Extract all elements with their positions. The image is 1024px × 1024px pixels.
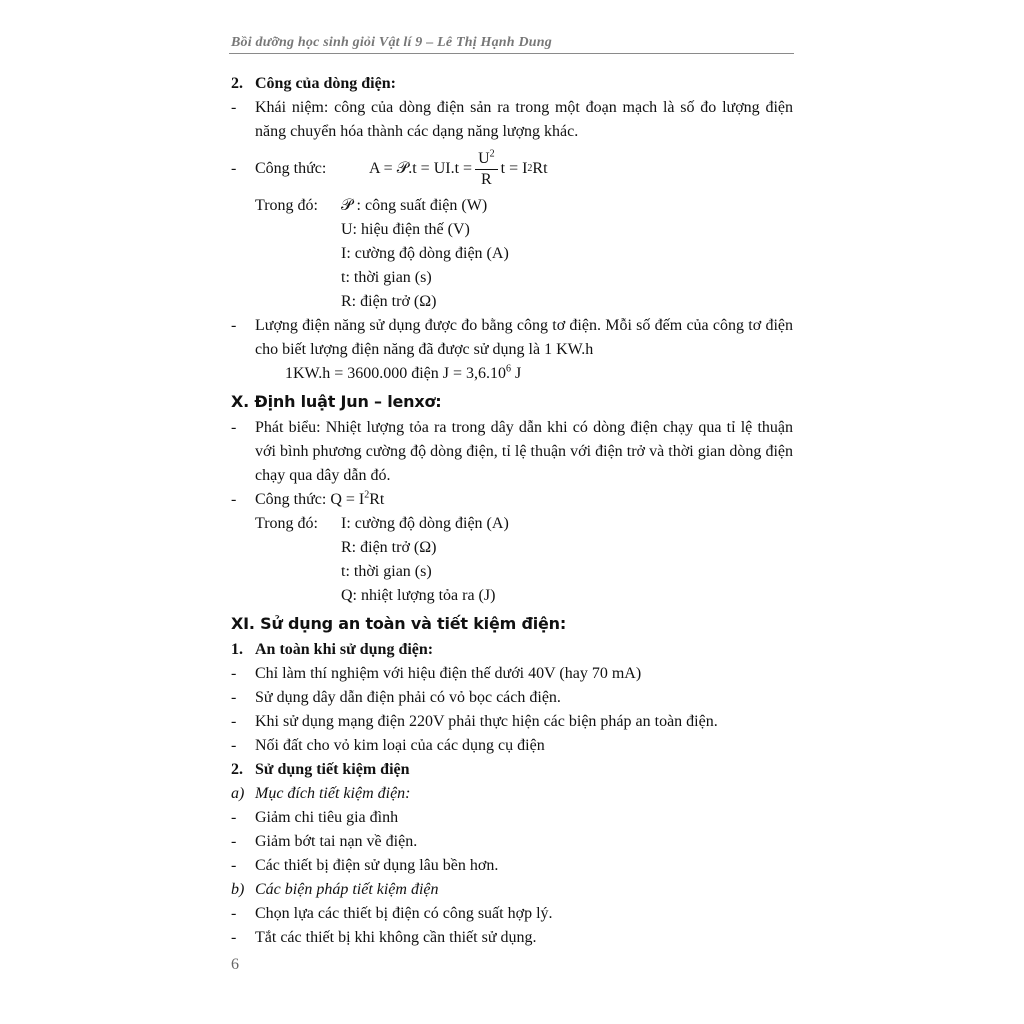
subsection-b-mark: b): [231, 881, 245, 898]
joule-formula-line: [255, 488, 793, 512]
work-formula-row: [231, 144, 793, 194]
subsection-1-number: 1.: [231, 641, 243, 658]
definition-item: t: thời gian (s): [341, 563, 432, 580]
bullet-meter: [231, 314, 793, 362]
kwh-unit: J: [511, 365, 522, 382]
fraction-denominator: R: [481, 170, 492, 188]
list-item-text: Giảm chi tiêu gia đình: [255, 809, 399, 826]
formula-mid: t = I: [500, 160, 528, 177]
where-row-first: [231, 512, 793, 536]
subsection-2-number: 2.: [231, 761, 243, 778]
dash-mark: -: [231, 491, 237, 508]
numerator-base: U: [478, 149, 490, 167]
dash-mark: -: [231, 665, 237, 682]
definition-item: U: hiệu điện thế (V): [341, 221, 470, 238]
running-header: Bồi dưỡng học sinh giỏi Vật lí 9 – Lê Thị Hạnh Dung: [231, 35, 552, 50]
joule-formula-b: Rt: [369, 491, 385, 508]
definition-item: R: điện trở (Ω): [341, 293, 437, 310]
list-item: [231, 710, 793, 734]
dash-mark: -: [231, 713, 237, 730]
dash-mark: -: [231, 737, 237, 754]
dash-mark: -: [231, 833, 237, 850]
list-item-text: Chọn lựa các thiết bị điện có công suất hợp lý.: [255, 905, 553, 922]
list-item-text: Sử dụng dây dẫn điện phải có vỏ bọc cách điện.: [255, 689, 561, 706]
page-number: 6: [231, 956, 239, 973]
kwh-exponent: 6: [506, 363, 512, 375]
numerator-exponent: 2: [489, 148, 495, 160]
list-item: [231, 854, 793, 878]
list-item-text: Giảm bớt tai nạn về điện.: [255, 833, 418, 850]
definition-item: Q: nhiệt lượng tỏa ra (J): [341, 587, 496, 604]
definition-item: 𝒫 : công suất điện (W): [341, 197, 488, 214]
list-item: [231, 830, 793, 854]
meter-text: Lượng điện năng sử dụng được đo bằng công tơ điện. Mỗi số đếm của công tơ điện cho biết lượng điện năng đã được sử dụng là 1 KW.h: [255, 317, 793, 358]
bullet-statement: [231, 416, 793, 488]
where-label: Trong đó:: [255, 197, 318, 214]
joule-formula-a: Q = I: [330, 491, 365, 508]
dash-mark: -: [231, 419, 237, 436]
dash-mark: -: [231, 905, 237, 922]
subsection-a-mark: a): [231, 785, 245, 802]
fraction-numerator: [475, 149, 498, 170]
list-item-text: Nối đất cho vỏ kim loại của các dụng cụ điện: [255, 737, 545, 754]
formula-end: Rt: [532, 160, 548, 177]
dash-mark: -: [231, 689, 237, 706]
dash-mark: -: [231, 160, 237, 177]
list-item: [231, 662, 793, 686]
subsection-1-heading: [231, 638, 793, 662]
list-item: [231, 734, 793, 758]
dash-mark: -: [231, 317, 237, 334]
kwh-left: 1KW.h = 3600.000 điện J = 3,6.10: [285, 365, 507, 382]
list-item: [231, 902, 793, 926]
subsection-b-title: Các biện pháp tiết kiệm điện: [255, 881, 439, 898]
section-x-heading: X. Định luật Jun – lenxơ:: [231, 392, 442, 411]
definition-item: I: cường độ dòng điện (A): [341, 515, 509, 532]
where-label: Trong đó:: [255, 515, 318, 532]
list-item-text: Tắt các thiết bị khi không cần thiết sử dụng.: [255, 929, 537, 946]
section-2-title: Công của dòng điện:: [255, 75, 396, 92]
definition-item: I: cường độ dòng điện (A): [341, 245, 509, 262]
list-item-text: Các thiết bị điện sử dụng lâu bền hơn.: [255, 857, 499, 874]
concept-text: Khái niệm: công của dòng điện sản ra trong một đoạn mạch là số đo lượng điện năng chuyển hóa thành các dạng năng lượng khác.: [255, 99, 793, 140]
list-item: [231, 926, 793, 950]
where-row-first: [231, 194, 793, 218]
subsection-2-heading: [231, 758, 793, 782]
section-2-number: 2.: [231, 75, 243, 92]
header-rule: [229, 53, 794, 54]
list-item: [231, 686, 793, 710]
subsection-2-title: Sử dụng tiết kiệm điện: [255, 761, 410, 778]
formula-fraction: [475, 149, 498, 190]
joule-formula-exponent: 2: [364, 489, 370, 501]
subsection-1-title: An toàn khi sử dụng điện:: [255, 641, 434, 658]
page-body: [231, 72, 793, 950]
dash-mark: -: [231, 809, 237, 826]
work-formula: A = 𝒫.t = UI.t = $\frac{U^2}{R}$ t = I 2 Rt: [369, 148, 548, 188]
statement-text: Phát biểu: Nhiệt lượng tỏa ra trong dây dẫn khi có dòng điện chạy qua tỉ lệ thuận với bình phương cường độ dòng điện, tỉ lệ thuận với điện trở và thời gian dòng điện chạy qua dây dẫn đó.: [255, 419, 793, 484]
formula-left: A = 𝒫.t = UI.t =: [369, 160, 473, 177]
dash-mark: -: [231, 99, 237, 116]
dash-mark: -: [231, 929, 237, 946]
dash-mark: -: [231, 857, 237, 874]
subsection-b-heading: [231, 878, 793, 902]
section-2-heading: [231, 72, 793, 96]
kwh-equation: [231, 362, 793, 386]
subsection-a-title: Mục đích tiết kiệm điện:: [255, 785, 411, 802]
list-item: [231, 806, 793, 830]
bullet-concept: [231, 96, 793, 144]
section-xi-heading: XI. Sử dụng an toàn và tiết kiệm điện:: [231, 614, 567, 633]
list-item-text: Khi sử dụng mạng điện 220V phải thực hiện các biện pháp an toàn điện.: [255, 713, 718, 730]
list-item-text: Chỉ làm thí nghiệm với hiệu điện thế dưới 40V (hay 70 mA): [255, 665, 642, 682]
definition-item: t: thời gian (s): [341, 269, 432, 286]
subsection-a-heading: [231, 782, 793, 806]
bullet-joule-formula: [231, 488, 793, 512]
definition-item: R: điện trở (Ω): [341, 539, 437, 556]
formula-label: Công thức:: [255, 491, 327, 508]
formula-label: Công thức:: [255, 160, 327, 177]
